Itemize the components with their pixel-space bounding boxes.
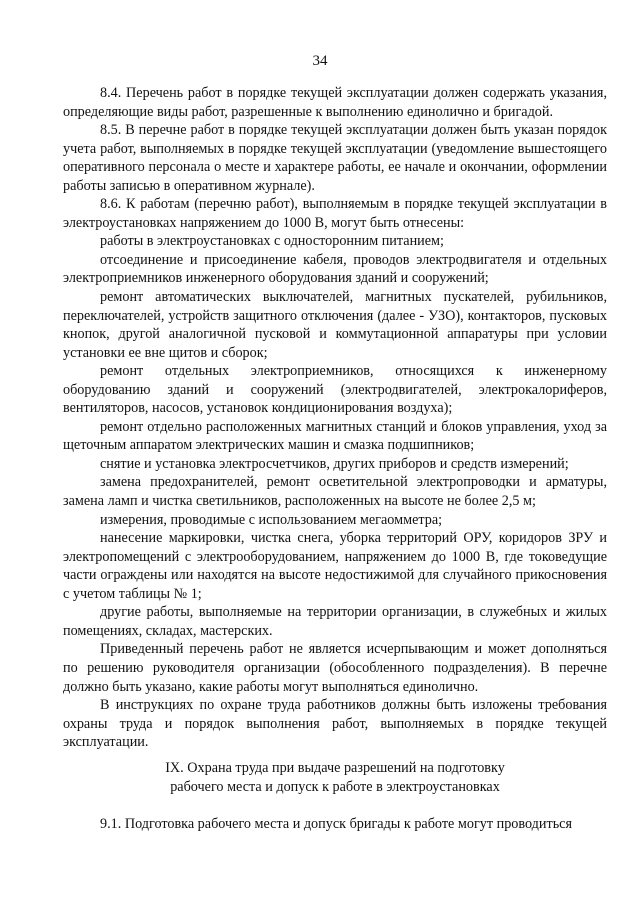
list-item: ремонт автоматических выключателей, магнитных пускателей, рубильников, переключателей, устройств защитного отключения (далее - УЗО), контакторов, пусковых кнопок, другой аналогичной пусковой и коммутационной аппаратуры при условии установки ее вне щитов и сборок; bbox=[63, 289, 607, 361]
list-item: снятие и установка электросчетчиков, других приборов и средств измерений; bbox=[100, 455, 569, 472]
paragraph-8-4: 8.4. Перечень работ в порядке текущей эксплуатации должен содержать указания, определяющие виды работ, разрешенные к выполнению единолично и бригадой. bbox=[63, 85, 607, 120]
page-number: 34 bbox=[312, 53, 328, 69]
section-heading bbox=[63, 759, 607, 797]
list-item: отсоединение и присоединение кабеля, проводов электродвигателя и отдельных электроприемников инженерного оборудования зданий и сооружений; bbox=[63, 251, 607, 287]
paragraph-note: Приведенный перечень работ не является исчерпывающим и может дополняться по решению руководителя организации (обособленного подразделения). В перечне должно быть указано, какие работы могут выполняться единолично. bbox=[63, 641, 607, 695]
list-item: ремонт отдельных электроприемников, относящихся к инженерному оборудованию зданий и сооружений (электродвигателей, электрокалориферов, вентиляторов, насосов, установок кондиционирования воздуха); bbox=[63, 363, 607, 417]
list-item: замена предохранителей, ремонт осветительной электропроводки и арматуры, замена ламп и чистка светильников, расположенных на высоте не более 2,5 м; bbox=[63, 474, 607, 510]
list-item: измерения, проводимые с использованием мегаомметра; bbox=[100, 511, 443, 528]
body-text bbox=[63, 84, 607, 752]
list-item: другие работы, выполняемые на территории организации, в служебных и жилых помещениях, складах, мастерских. bbox=[63, 604, 607, 639]
list-item: ремонт отдельно расположенных магнитных станций и блоков управления, уход за щеточным аппаратом электрических машин и смазка подшипников; bbox=[63, 418, 607, 454]
paragraph-9-1: 9.1. Подготовка рабочего места и допуск бригады к работе могут проводиться bbox=[100, 816, 572, 832]
list-item: работы в электроустановках с односторонним питанием; bbox=[100, 233, 444, 250]
paragraph-8-6: 8.6. К работам (перечню работ), выполняемым в порядке текущей эксплуатации в электроустановках напряжением до 1000 В, могут быть отнесены: bbox=[63, 196, 607, 231]
list-item: нанесение маркировки, чистка снега, уборка территорий ОРУ, коридоров ЗРУ и электропомещений с электрооборудованием, напряжением до 1000 В, где токоведущие части ограждены или находятся на высоте недостижимой для случайного прикосновения с учетом таблицы № 1; bbox=[63, 530, 607, 602]
section-heading-line-1: IX. Охрана труда при выдаче разрешений на подготовку bbox=[165, 760, 505, 776]
tail-text bbox=[63, 815, 607, 834]
paragraph-instructions: В инструкциях по охране труда работников должны быть изложены требования охраны труда и порядок выполнения работ, выполняемых в порядке текущей эксплуатации. bbox=[63, 697, 607, 751]
section-heading-line-2: рабочего места и допуск к работе в электроустановках bbox=[170, 779, 500, 795]
paragraph-8-5: 8.5. В перечне работ в порядке текущей эксплуатации должен быть указан порядок учета работ, выполняемых в порядке текущей эксплуатации (уведомление вышестоящего оперативного персонала о месте и характере работы, ее начале и окончании, оформлении работы записью в оперативном журнале). bbox=[63, 122, 607, 194]
